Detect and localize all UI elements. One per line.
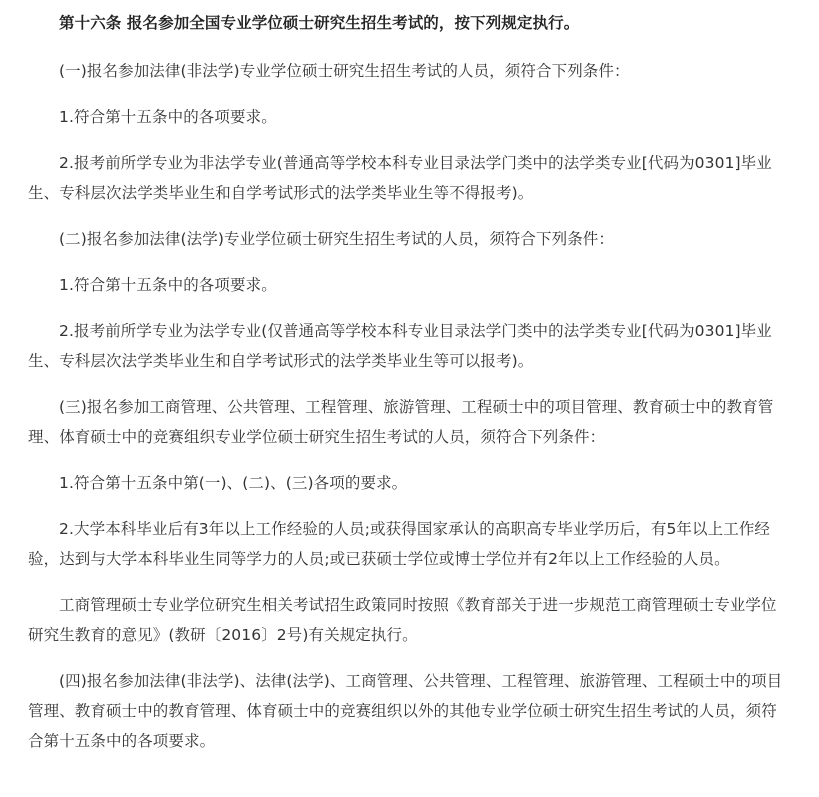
paragraph-item-1: 1.符合第十五条中的各项要求。 [59,276,277,294]
paragraph-law-nonlaw-conditions: (一)报名参加法律(非法学)专业学位硕士研究生招生考试的人员，须符合下列条件： [59,62,630,80]
paragraph-mba-policy: 工商管理硕士专业学位研究生相关考试招生政策同时按照《教育部关于进一步规范工商管理硕士专业学位研究生教育的意见》(教研〔2016〕2号)有关规定执行。 [28,596,777,644]
paragraph-other-programs: (四)报名参加法律(非法学)、法律(法学)、工商管理、公共管理、工程管理、旅游管理、工程硕士中的项目管理、教育硕士中的教育管理、体育硕士中的竞赛组织以外的其他专业学位硕士研究生招生考试的人员，须符合第十五条中的各项要求。 [28,672,783,750]
paragraph-item-1: 1.符合第十五条中的各项要求。 [59,108,277,126]
paragraph-law-law-conditions: (二)报名参加法律(法学)专业学位硕士研究生招生考试的人员，须符合下列条件： [59,230,614,248]
paragraph-item-2: 2.大学本科毕业后有3年以上工作经验的人员;或获得国家承认的高职高专毕业学历后，有5年以上工作经验，达到与大学本科毕业生同等学力的人员;或已获硕士学位或博士学位并有2年以上工作经验的人员。 [28,520,771,568]
paragraph-management-conditions: (三)报名参加工商管理、公共管理、工程管理、旅游管理、工程硕士中的项目管理、教育硕士中的教育管理、体育硕士中的竞赛组织专业学位硕士研究生招生考试的人员，须符合下列条件： [28,398,774,446]
paragraph-item-2: 2.报考前所学专业为非法学专业(普通高等学校本科专业目录法学门类中的法学类专业[代码为0301]毕业生、专科层次法学类毕业生和自学考试形式的法学类毕业生等不得报考)。 [28,154,772,202]
article-heading: 第十六条 报名参加全国专业学位硕士研究生招生考试的，按下列规定执行。 [59,14,580,32]
paragraph-item-2: 2.报考前所学专业为法学专业(仅普通高等学校本科专业目录法学门类中的法学类专业[代码为0301]毕业生、专科层次法学类毕业生和自学考试形式的法学类毕业生等可以报考)。 [28,322,772,370]
paragraph-item-1: 1.符合第十五条中第(一)、(二)、(三)各项的要求。 [59,474,408,492]
